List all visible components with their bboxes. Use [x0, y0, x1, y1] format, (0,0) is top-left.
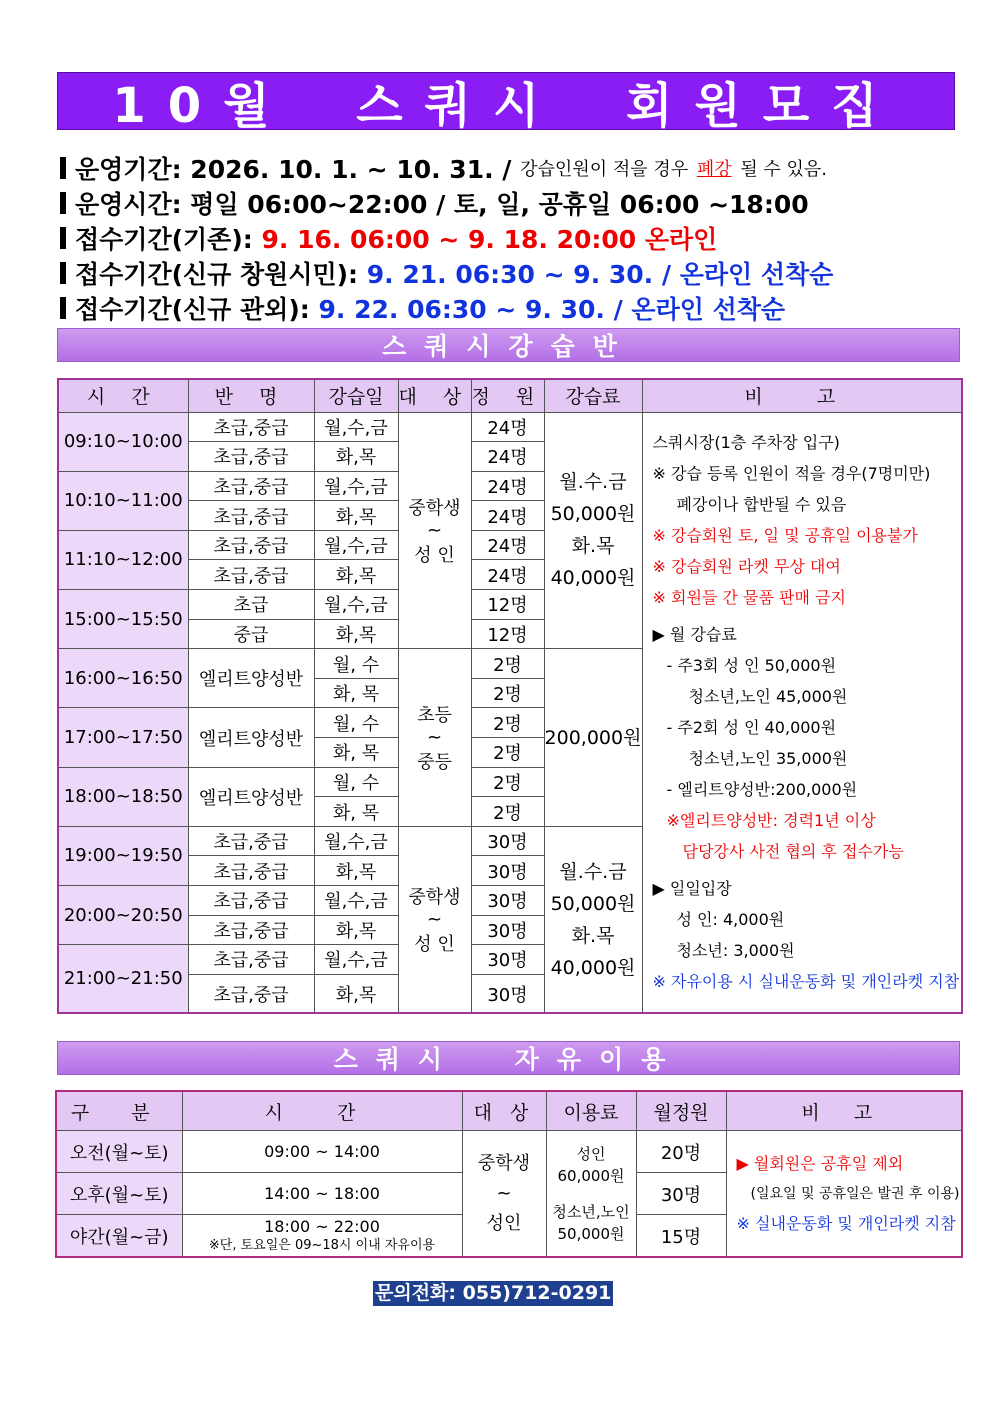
class-days: 화,목: [314, 442, 398, 472]
free-time-note: ※단, 토요일은 09~18시 이내 자유이용: [208, 1237, 436, 1253]
fee-text: 60,000원: [557, 1166, 625, 1185]
note-line: - 엘리트양성반:200,000원: [666, 779, 858, 799]
class-days: 월,수,금: [314, 530, 398, 560]
class-days: 월,수,금: [314, 412, 398, 442]
info-line-new-outside: [60, 290, 960, 325]
note-line: 담당강사 사전 협의 후 접수가능: [682, 841, 904, 861]
free-target: [462, 1131, 546, 1258]
registration-new-outside-value: 9. 22. 06:30 ~ 9. 30. / 온라인 선착순: [318, 294, 786, 324]
target-group-c: [398, 826, 471, 1013]
registration-new-resident-label: 접수기간(신규 창원시민):: [75, 259, 359, 289]
target-text: ~: [426, 519, 443, 541]
free-capacity: 30명: [636, 1173, 726, 1215]
note-line: ※ 강습회원 토, 일 및 공휴일 이용불가: [652, 525, 918, 545]
note-line: (일요일 및 공휴일은 발권 후 이용): [750, 1185, 960, 1202]
fee-text: 화.목: [571, 924, 615, 947]
class-name: 초급,중급: [188, 442, 314, 472]
class-days: 월,수,금: [314, 826, 398, 856]
note-line: 청소년: 3,000원: [676, 940, 795, 960]
period-note: 강습인원이 적을 경우: [520, 158, 689, 180]
class-days: 월,수,금: [314, 471, 398, 501]
class-capacity: 2명: [471, 678, 544, 708]
note-line: ※ 강습 등록 인원이 적을 경우(7명미만): [652, 463, 931, 483]
class-days: 화,목: [314, 501, 398, 531]
class-capacity: 24명: [471, 530, 544, 560]
info-line-hours: [60, 185, 960, 220]
class-name: 엘리트양성반: [188, 767, 314, 826]
period-note-cancel: 폐강: [696, 158, 732, 180]
header-note: 비 고: [642, 379, 962, 412]
note-line: 성 인: 4,000원: [676, 909, 785, 929]
section-header-free-use: [57, 1041, 960, 1075]
bullet-mark: [60, 157, 66, 179]
operation-period: 운영기간: 2026. 10. 1. ~ 10. 31. /: [75, 154, 512, 184]
free-category: 야간(월~금): [56, 1215, 182, 1258]
header-target: 대 상: [462, 1091, 546, 1131]
fee-text: 화.목: [571, 535, 615, 558]
fee-text: 성인: [576, 1144, 606, 1163]
fee-text: 청소년,노인: [552, 1202, 630, 1221]
header-time: 시 간: [58, 379, 188, 412]
bullet-mark: [60, 262, 66, 284]
class-name: 초급: [188, 590, 314, 620]
class-days: 화, 목: [314, 678, 398, 708]
header-fee: 강습료: [544, 379, 642, 412]
time-slot: 16:00~16:50: [58, 649, 188, 708]
free-fee: [546, 1131, 636, 1258]
class-days: 월,수,금: [314, 590, 398, 620]
header-days: 강습일: [314, 379, 398, 412]
target-text: 초등: [417, 705, 452, 727]
note-location: 스쿼시장(1층 주차장 입구): [652, 432, 840, 452]
class-name: 초급,중급: [188, 915, 314, 945]
fee-group-b: 200,000원: [544, 649, 642, 827]
header-note: 비 고: [726, 1091, 962, 1131]
registration-new-outside-label: 접수기간(신규 관외):: [75, 294, 310, 324]
header-category: 구 분: [56, 1091, 182, 1131]
target-text: 중학생: [477, 1152, 531, 1174]
class-capacity: 2명: [471, 797, 544, 827]
note-line: - 주3회 성 인 50,000원: [666, 655, 837, 675]
time-slot: 20:00~20:50: [58, 886, 188, 945]
bullet-mark: [60, 227, 66, 249]
registration-new-resident-value: 9. 21. 06:30 ~ 9. 30. / 온라인 선착순: [366, 259, 834, 289]
class-capacity: 24명: [471, 501, 544, 531]
free-time: 09:00 ~ 14:00: [182, 1131, 462, 1173]
note-line: ▶ 일일입장: [652, 878, 732, 898]
fee-text: 월.수.금: [559, 471, 627, 494]
fee-text: 월.수.금: [559, 860, 627, 883]
free-capacity: 15명: [636, 1215, 726, 1258]
target-text: ~: [426, 909, 443, 931]
class-days: 화,목: [314, 619, 398, 649]
class-days: 화, 목: [314, 797, 398, 827]
fee-group-a: [544, 412, 642, 649]
target-text: 중등: [417, 752, 452, 774]
class-capacity: 24명: [471, 412, 544, 442]
class-name: 초급,중급: [188, 412, 314, 442]
time-slot: 19:00~19:50: [58, 826, 188, 885]
note-line: 폐강이나 합반될 수 있음: [676, 494, 847, 514]
note-line: ▶ 월 강습료: [652, 624, 737, 644]
note-line: ※ 강습회원 라켓 무상 대여: [652, 556, 841, 576]
note-line: 청소년,노인 35,000원: [688, 748, 848, 768]
class-days: 화, 목: [314, 738, 398, 768]
header-class: 반 명: [188, 379, 314, 412]
section-title: 스쿼시 자유이용: [333, 1045, 684, 1074]
registration-existing-label: 접수기간(기존):: [75, 224, 253, 254]
header-time: 시 간: [182, 1091, 462, 1131]
fee-text: 50,000원: [550, 503, 636, 526]
title-banner: [57, 72, 955, 134]
bullet-mark: [60, 297, 66, 319]
class-capacity: 30명: [471, 886, 544, 916]
page-title: 10월 스쿼시 회원모집: [112, 77, 900, 134]
section-title: 스쿼시강습반: [382, 332, 635, 361]
class-name: 초급,중급: [188, 471, 314, 501]
time-slot: 09:10~10:00: [58, 412, 188, 471]
class-capacity: 12명: [471, 590, 544, 620]
class-notes: [642, 412, 962, 1013]
time-slot: 10:10~11:00: [58, 471, 188, 530]
target-text: ~: [496, 1182, 512, 1204]
free-time: 18:00 ~ 22:00: [264, 1216, 380, 1236]
free-category: 오후(월~토): [56, 1173, 182, 1215]
fee-text: 50,000원: [557, 1224, 625, 1243]
time-slot: 18:00~18:50: [58, 767, 188, 826]
class-name: 엘리트양성반: [188, 649, 314, 708]
class-days: 월, 수: [314, 649, 398, 679]
header-target: 대 상: [398, 379, 471, 412]
target-text: 중학생: [408, 497, 461, 519]
class-days: 월, 수: [314, 708, 398, 738]
fee-text: 40,000원: [550, 956, 636, 979]
class-days: 월,수,금: [314, 886, 398, 916]
info-line-existing: [60, 220, 960, 255]
header-capacity: 정 원: [471, 379, 544, 412]
registration-existing-value: 9. 16. 06:00 ~ 9. 18. 20:00 온라인: [261, 224, 718, 254]
free-use-table: [55, 1090, 963, 1258]
class-name: 초급,중급: [188, 826, 314, 856]
free-category: 오전(월~토): [56, 1131, 182, 1173]
class-capacity: 30명: [471, 974, 544, 1013]
class-days: 화,목: [314, 560, 398, 590]
class-capacity: 30명: [471, 915, 544, 945]
header-fee: 이용료: [546, 1091, 636, 1131]
period-note-end: 될 수 있음.: [740, 158, 828, 180]
target-text: 중학생: [408, 887, 461, 909]
class-days: 월, 수: [314, 767, 398, 797]
class-capacity: 2명: [471, 649, 544, 679]
contact-phone: 문의전화: 055)712-0291: [375, 1282, 612, 1304]
class-capacity: 2명: [471, 767, 544, 797]
note-line: ▶ 월회원은 공휴일 제외: [736, 1153, 904, 1173]
class-name: 초급,중급: [188, 501, 314, 531]
info-line-period: [60, 150, 960, 185]
class-capacity: 2명: [471, 708, 544, 738]
class-days: 화,목: [314, 974, 398, 1013]
target-text: 성 인: [414, 544, 455, 566]
class-name: 초급,중급: [188, 856, 314, 886]
note-line: ※엘리트양성반: 경력1년 이상: [666, 810, 876, 830]
info-block: [60, 150, 960, 325]
info-line-new-resident: [60, 255, 960, 290]
time-slot: 21:00~21:50: [58, 945, 188, 1014]
class-name: 초급,중급: [188, 974, 314, 1013]
note-line: 청소년,노인 45,000원: [688, 686, 848, 706]
class-name: 중급: [188, 619, 314, 649]
note-line: - 주2회 성 인 40,000원: [666, 717, 837, 737]
target-text: ~: [426, 727, 443, 749]
target-text: 성 인: [414, 934, 455, 956]
class-capacity: 30명: [471, 826, 544, 856]
class-capacity: 2명: [471, 738, 544, 768]
fee-text: 40,000원: [550, 567, 636, 590]
free-notes: [726, 1131, 962, 1258]
class-name: 초급,중급: [188, 560, 314, 590]
time-slot: 17:00~17:50: [58, 708, 188, 767]
class-days: 화,목: [314, 856, 398, 886]
class-capacity: 30명: [471, 856, 544, 886]
class-days: 월,수,금: [314, 945, 398, 975]
section-header-classes: [57, 328, 960, 362]
target-text: 성인: [486, 1212, 522, 1234]
class-capacity: 24명: [471, 442, 544, 472]
class-capacity: 24명: [471, 471, 544, 501]
free-capacity: 20명: [636, 1131, 726, 1173]
target-group-b: [398, 649, 471, 827]
operation-hours: 운영시간: 평일 06:00~22:00 / 토, 일, 공휴일 06:00 ~18:00: [75, 189, 809, 219]
class-name: 초급,중급: [188, 886, 314, 916]
class-name: 초급,중급: [188, 530, 314, 560]
class-name: 엘리트양성반: [188, 708, 314, 767]
fee-group-c: [544, 826, 642, 1013]
class-capacity: 12명: [471, 619, 544, 649]
note-line: ※ 자유이용 시 실내운동화 및 개인라켓 지참: [652, 971, 960, 991]
class-name: 초급,중급: [188, 945, 314, 975]
note-line: ※ 회원들 간 물품 판매 금지: [652, 587, 846, 607]
header-monthly-capacity: 월정원: [636, 1091, 726, 1131]
class-schedule-table: [57, 378, 963, 1014]
bullet-mark: [60, 192, 66, 214]
fee-text: 50,000원: [550, 892, 636, 915]
time-slot: 11:10~12:00: [58, 530, 188, 589]
class-days: 화,목: [314, 915, 398, 945]
target-group-a: [398, 412, 471, 649]
note-line: ※ 실내운동화 및 개인라켓 지참: [736, 1213, 956, 1233]
class-capacity: 24명: [471, 560, 544, 590]
class-capacity: 30명: [471, 945, 544, 975]
free-time-cell: [182, 1215, 462, 1258]
time-slot: 15:00~15:50: [58, 590, 188, 649]
free-time: 14:00 ~ 18:00: [182, 1173, 462, 1215]
